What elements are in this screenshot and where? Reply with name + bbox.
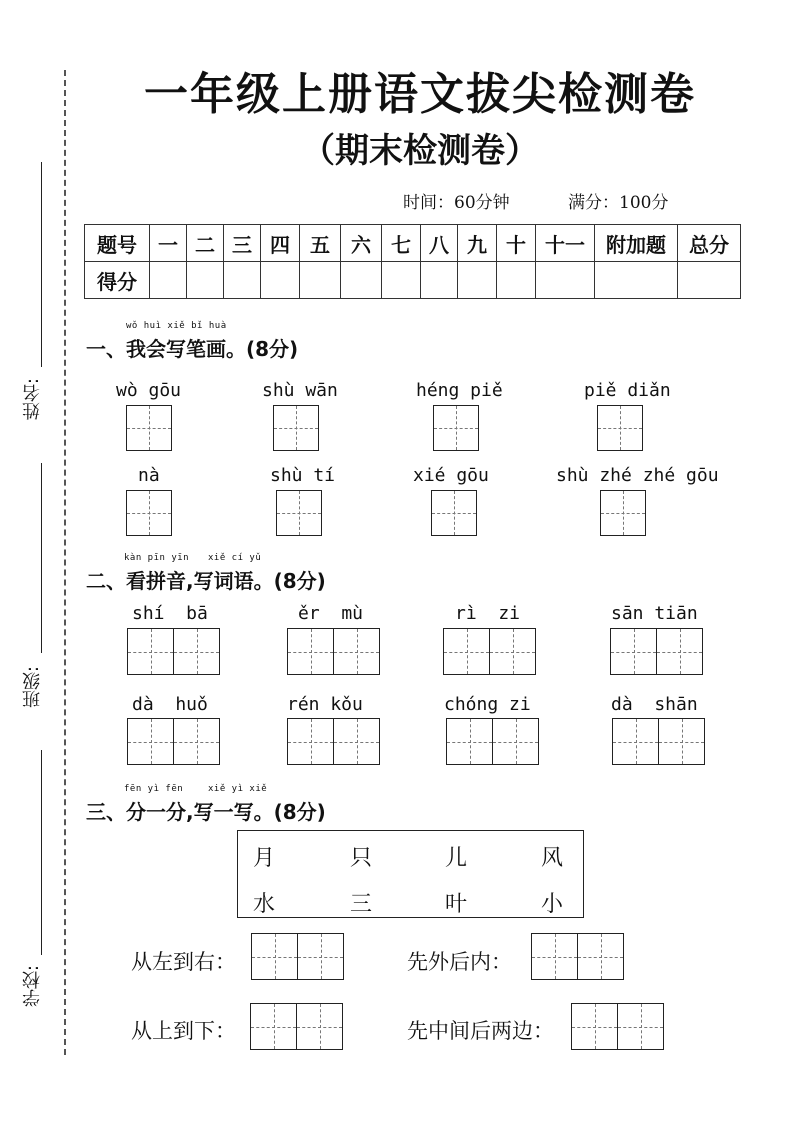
- school-write-line[interactable]: [41, 750, 42, 955]
- word-pinyin: rén kǒu: [287, 694, 363, 715]
- order-label: 先中间后两边：: [407, 1019, 554, 1043]
- section2-ruby: xiě cí yǔ: [208, 553, 262, 563]
- word-grid[interactable]: [287, 718, 380, 765]
- character: 三: [350, 892, 373, 917]
- name-label: 姓名:: [22, 378, 43, 421]
- word-grid[interactable]: [610, 628, 703, 675]
- score-header-cell: 附加题: [595, 225, 678, 262]
- full-score-info: 满分：100分: [568, 193, 669, 213]
- writing-grid-box[interactable]: [126, 405, 172, 451]
- grid-cell[interactable]: [443, 628, 490, 675]
- grid-cell[interactable]: [610, 628, 657, 675]
- score-header-cell: 十: [497, 225, 536, 262]
- score-input-cell[interactable]: [595, 262, 678, 299]
- character: 叶: [445, 892, 468, 917]
- class-write-line[interactable]: [41, 463, 42, 653]
- writing-grid-box[interactable]: [126, 490, 172, 536]
- score-row-label: 得分: [85, 262, 150, 299]
- score-input-cell[interactable]: [341, 262, 382, 299]
- score-header-cell: 八: [421, 225, 458, 262]
- grid-cell[interactable]: [333, 718, 380, 765]
- grid-cell[interactable]: [658, 718, 705, 765]
- stroke-pinyin: shù tí: [270, 465, 336, 486]
- score-header-cell: 题号: [85, 225, 150, 262]
- score-input-cell[interactable]: [536, 262, 595, 299]
- grid-cell[interactable]: [333, 628, 380, 675]
- score-input-cell[interactable]: [261, 262, 300, 299]
- section1-ruby: wǒ huì xiě bǐ huà: [126, 321, 227, 331]
- section3-ruby: xiě yì xiě: [208, 784, 268, 794]
- grid-cell[interactable]: [492, 718, 539, 765]
- grid-cell[interactable]: [489, 628, 536, 675]
- grid-cell[interactable]: [571, 1003, 618, 1050]
- stroke-pinyin: nà: [138, 465, 160, 486]
- word-grid[interactable]: [127, 628, 220, 675]
- word-grid[interactable]: [446, 718, 539, 765]
- score-header-cell: 七: [382, 225, 421, 262]
- score-header-cell: 三: [224, 225, 261, 262]
- character: 风: [541, 846, 564, 871]
- character-box: [237, 830, 584, 918]
- grid-cell[interactable]: [173, 628, 220, 675]
- score-input-cell[interactable]: [458, 262, 497, 299]
- score-input-cell[interactable]: [497, 262, 536, 299]
- word-pinyin: sān tiān: [611, 603, 698, 624]
- grid-cell[interactable]: [297, 933, 344, 980]
- section1-heading: 一、我会写笔画。(8分): [86, 337, 299, 361]
- score-table: [84, 224, 741, 299]
- grid-cell[interactable]: [251, 933, 298, 980]
- score-header-cell: 总分: [678, 225, 741, 262]
- score-input-cell[interactable]: [421, 262, 458, 299]
- grid-cell[interactable]: [287, 718, 334, 765]
- grid-cell[interactable]: [250, 1003, 297, 1050]
- stroke-pinyin: héng piě: [416, 380, 503, 401]
- writing-grid-box[interactable]: [433, 405, 479, 451]
- grid-cell[interactable]: [617, 1003, 664, 1050]
- writing-grid-box[interactable]: [273, 405, 319, 451]
- section3-heading: 三、分一分,写一写。(8分): [86, 800, 326, 824]
- answer-grid[interactable]: [531, 933, 624, 980]
- word-pinyin: dà shān: [611, 694, 698, 715]
- name-write-line[interactable]: [41, 162, 42, 367]
- writing-grid-box[interactable]: [431, 490, 477, 536]
- grid-cell[interactable]: [446, 718, 493, 765]
- word-grid[interactable]: [127, 718, 220, 765]
- school-label: 学校:: [22, 965, 43, 1008]
- word-pinyin: dà huǒ: [132, 694, 208, 715]
- page-title: 一年级上册语文拔尖检测卷: [144, 69, 696, 120]
- stroke-pinyin: shù wān: [262, 380, 338, 401]
- score-input-cell[interactable]: [300, 262, 341, 299]
- character: 只: [350, 846, 373, 871]
- binding-dashed-line: [64, 70, 66, 1055]
- score-input-cell[interactable]: [187, 262, 224, 299]
- class-label: 班级:: [22, 666, 43, 709]
- score-header-cell: 一: [150, 225, 187, 262]
- score-table-header-row: [85, 225, 741, 262]
- writing-grid-box[interactable]: [276, 490, 322, 536]
- grid-cell[interactable]: [577, 933, 624, 980]
- character: 水: [253, 892, 276, 917]
- character: 小: [541, 892, 564, 917]
- word-pinyin: chóng zi: [444, 694, 531, 715]
- grid-cell[interactable]: [656, 628, 703, 675]
- grid-cell[interactable]: [127, 718, 174, 765]
- grid-cell[interactable]: [296, 1003, 343, 1050]
- word-pinyin: shí bā: [132, 603, 208, 624]
- section2-heading: 二、看拼音,写词语。(8分): [86, 569, 326, 593]
- grid-cell[interactable]: [173, 718, 220, 765]
- section2-ruby: kàn pīn yīn: [124, 553, 190, 563]
- grid-cell[interactable]: [287, 628, 334, 675]
- stroke-pinyin: xié gōu: [413, 465, 489, 486]
- word-pinyin: ěr mù: [298, 603, 364, 624]
- grid-cell[interactable]: [531, 933, 578, 980]
- order-label: 从上到下：: [131, 1019, 236, 1043]
- score-header-cell: 九: [458, 225, 497, 262]
- character: 月: [253, 846, 276, 871]
- order-label: 从左到右：: [131, 950, 236, 974]
- score-header-cell: 四: [261, 225, 300, 262]
- grid-cell[interactable]: [612, 718, 659, 765]
- writing-grid-box[interactable]: [597, 405, 643, 451]
- stroke-pinyin: shù zhé zhé gōu: [556, 465, 719, 486]
- score-table-score-row: [85, 262, 741, 299]
- word-grid[interactable]: [443, 628, 536, 675]
- time-info: 时间：60分钟: [403, 193, 510, 213]
- score-header-cell: 十一: [536, 225, 595, 262]
- section3-ruby: fēn yì fēn: [124, 784, 184, 794]
- score-input-cell[interactable]: [224, 262, 261, 299]
- answer-grid[interactable]: [251, 933, 344, 980]
- stroke-pinyin: wò gōu: [116, 380, 182, 401]
- score-input-cell[interactable]: [678, 262, 741, 299]
- page-subtitle: （期末检测卷）: [301, 131, 539, 171]
- order-label: 先外后内：: [407, 950, 512, 974]
- stroke-pinyin: piě diǎn: [584, 380, 671, 401]
- word-pinyin: rì zi: [455, 603, 521, 624]
- character: 儿: [445, 846, 468, 871]
- score-input-cell[interactable]: [150, 262, 187, 299]
- score-header-cell: 五: [300, 225, 341, 262]
- score-header-cell: 二: [187, 225, 224, 262]
- score-input-cell[interactable]: [382, 262, 421, 299]
- score-header-cell: 六: [341, 225, 382, 262]
- answer-grid[interactable]: [571, 1003, 664, 1050]
- word-grid[interactable]: [287, 628, 380, 675]
- answer-grid[interactable]: [250, 1003, 343, 1050]
- word-grid[interactable]: [612, 718, 705, 765]
- writing-grid-box[interactable]: [600, 490, 646, 536]
- grid-cell[interactable]: [127, 628, 174, 675]
